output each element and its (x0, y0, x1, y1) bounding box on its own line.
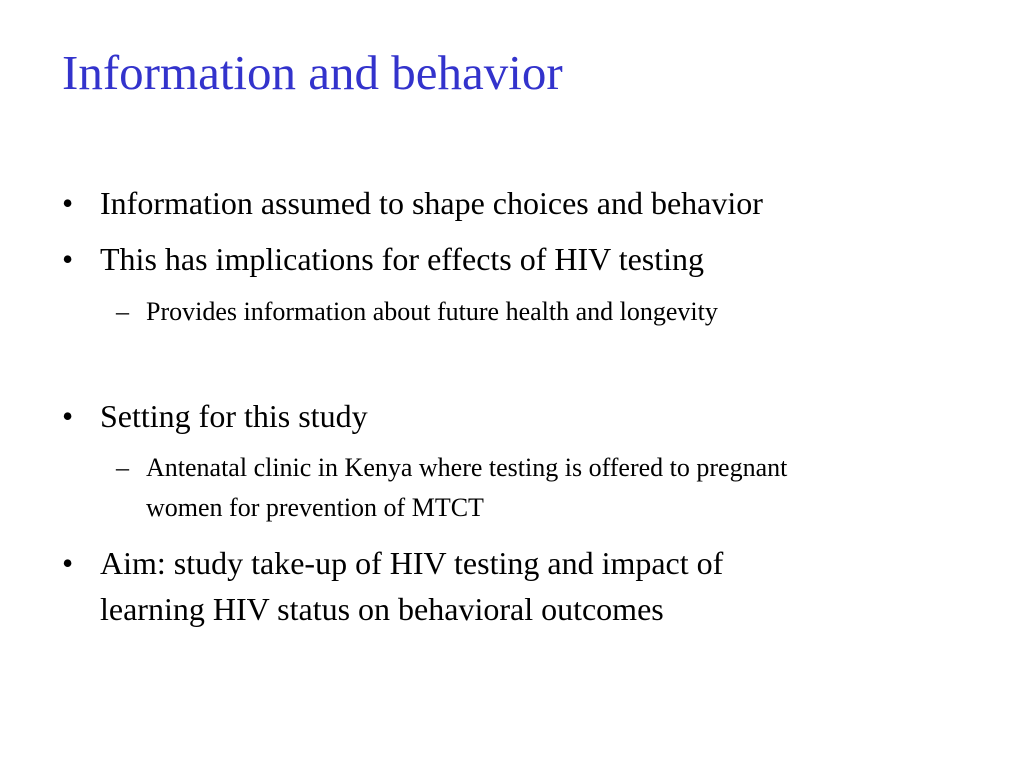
sub-bullet-text: Provides information about future health and longevity (146, 297, 718, 326)
bullet-text: Information assumed to shape choices and behavior (100, 185, 763, 221)
bullet-text: This has implications for effects of HIV testing (100, 241, 705, 277)
bullet-marker: • (62, 545, 74, 581)
bullet-marker: • (62, 398, 74, 434)
sub-bullet-marker: – (116, 453, 129, 482)
bullet-text-line: learning HIV status on behavioral outcomes (100, 591, 664, 627)
bullet-text-line: Aim: study take-up of HIV testing and impact of (100, 545, 724, 581)
slide-title: Information and behavior (62, 45, 563, 100)
bullet-marker: • (62, 185, 74, 221)
bullet-text: Setting for this study (100, 398, 368, 434)
sub-bullet-text-line: women for prevention of MTCT (146, 493, 484, 522)
bullet-marker: • (62, 241, 74, 277)
sub-bullet-marker: – (116, 297, 129, 326)
sub-bullet-text-line: Antenatal clinic in Kenya where testing is offered to pregnant (146, 453, 788, 482)
